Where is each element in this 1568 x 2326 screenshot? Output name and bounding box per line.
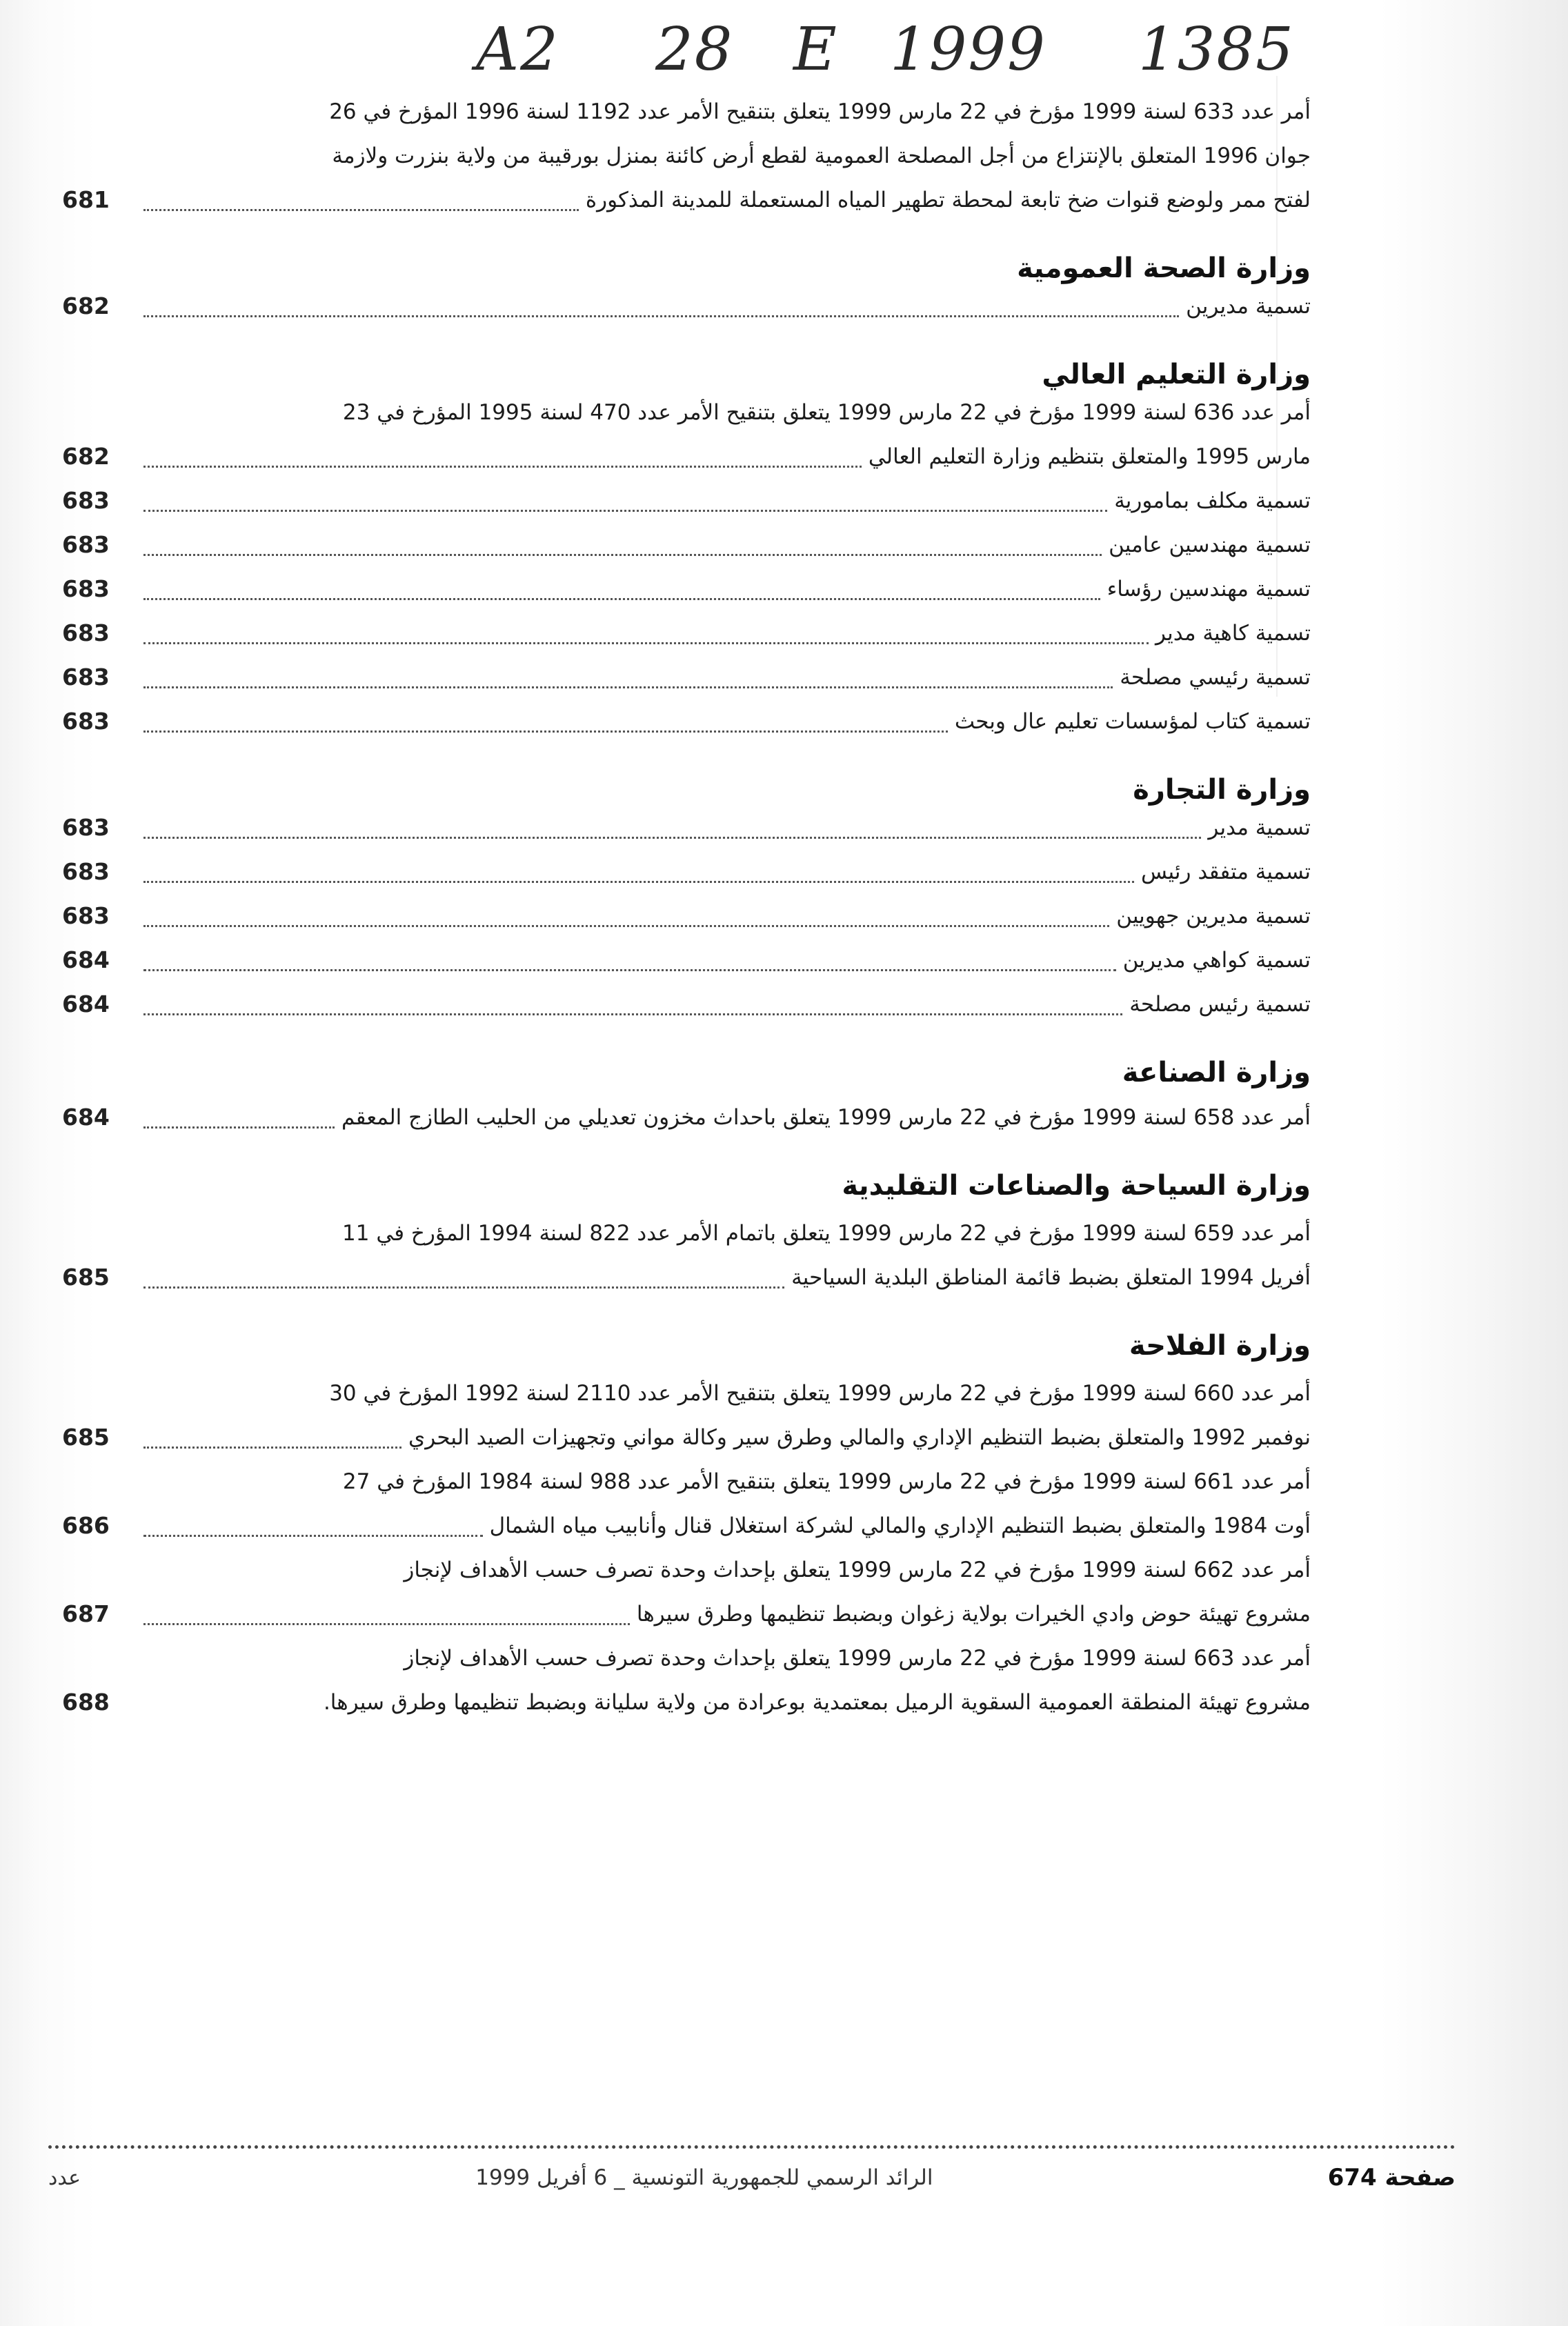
handwriting-letter: E	[793, 15, 838, 84]
dot-leader	[143, 642, 1149, 644]
toc-item	[62, 611, 1311, 655]
dot-leader	[143, 881, 1134, 883]
page-ref: 683	[62, 664, 110, 690]
dot-leader	[143, 969, 1116, 971]
toc-item	[62, 850, 1311, 894]
page-ref: 684	[62, 991, 110, 1017]
entry-line: أمر عدد 658 لسنة 1999 مؤرخ في 22 مارس 1999 يتعلق باحداث مخزون تعديلي من الحليب الطازج المعقم	[341, 1105, 1311, 1130]
toc-item	[62, 982, 1311, 1026]
dot-leader	[143, 686, 1113, 688]
item-label: تسمية مديرين	[1186, 294, 1311, 319]
dot-leader	[143, 730, 948, 733]
page-ref: 686	[62, 1512, 110, 1539]
item-label: تسمية مهندسين عامين	[1109, 533, 1311, 557]
page-ref: 682	[62, 443, 110, 470]
entry-line: أمر عدد 636 لسنة 1999 مؤرخ في 22 مارس 1999 يتعلق بتنقيح الأمر عدد 470 لسنة 1995 المؤرخ في 23	[342, 400, 1311, 425]
entry-line: مشروع تهيئة حوض وادي الخيرات بولاية زغوان وبضبط تنظيمها وطرق سيرها	[636, 1602, 1311, 1627]
toc-entry-decree-658	[62, 1095, 1311, 1140]
page-footer	[48, 2145, 1456, 2191]
dot-leader	[143, 315, 1179, 317]
section-title-agriculture: وزارة الفلاحة	[1129, 1330, 1311, 1362]
journal-title: الرائد الرسمي للجمهورية التونسية _ 6 أفريل 1999	[475, 2165, 933, 2190]
toc-item	[62, 806, 1311, 850]
entry-line: أفريل 1994 المتعلق بضبط قائمة المناطق البلدية السياحية	[791, 1265, 1311, 1290]
dot-leader	[143, 554, 1102, 556]
toc-entry-decree-636	[62, 390, 1311, 479]
toc-item	[62, 567, 1311, 611]
dot-leader	[143, 925, 1109, 927]
page-ref: 683	[62, 902, 110, 929]
page-ref: 684	[62, 946, 110, 973]
handwriting-ref: A2	[476, 15, 559, 84]
item-label: تسمية مكلف بمامورية	[1114, 488, 1311, 513]
dot-leader	[143, 1013, 1122, 1015]
dot-leader	[143, 1286, 784, 1289]
entry-line: أمر عدد 661 لسنة 1999 مؤرخ في 22 مارس 1999 يتعلق بتنقيح الأمر عدد 988 لسنة 1984 المؤرخ في 27	[342, 1469, 1311, 1494]
dot-leader	[143, 1535, 483, 1537]
page-ref: 683	[62, 814, 110, 841]
toc-item	[62, 523, 1311, 567]
footer-divider	[48, 2145, 1456, 2149]
item-label: تسمية كاهية مدير	[1155, 621, 1311, 646]
item-label: تسمية متفقد رئيس	[1141, 859, 1311, 884]
dot-leader	[143, 510, 1107, 512]
toc-item	[62, 479, 1311, 523]
page-ref: 681	[62, 186, 110, 213]
section-title-tourism: وزارة السياحة والصناعات التقليدية	[842, 1170, 1311, 1202]
entry-line: لفتح ممر ولوضع قنوات ضخ تابعة لمحطة تطهير المياه المستعملة للمدينة المذكورة	[585, 188, 1311, 212]
handwriting-year: 1999	[890, 15, 1046, 84]
section-title-commerce: وزارة التجارة	[1133, 774, 1311, 806]
dot-leader	[143, 598, 1100, 600]
dot-leader	[143, 466, 862, 468]
page-ref: 683	[62, 619, 110, 646]
dot-leader	[143, 1447, 401, 1449]
toc-item	[62, 894, 1311, 938]
toc-entry-decree-633	[62, 90, 1311, 222]
section-title-higher-education: وزارة التعليم العالي	[1042, 359, 1311, 390]
page-ref: 685	[62, 1424, 110, 1451]
item-label: تسمية كواهي مديرين	[1122, 948, 1311, 973]
entry-line: نوفمبر 1992 والمتعلق بضبط التنظيم الإداري والمالي وطرق سير وكالة مواني وتجهيزات الصيد البحري	[408, 1425, 1311, 1450]
toc-entry-decree-659	[62, 1211, 1311, 1300]
toc-entry-decree-663	[62, 1636, 1311, 1724]
entry-line: أمر عدد 662 لسنة 1999 مؤرخ في 22 مارس 1999 يتعلق بإحداث وحدة تصرف حسب الأهداف لإنجاز	[404, 1558, 1311, 1582]
dot-leader	[143, 837, 1201, 839]
entry-line: أمر عدد 633 لسنة 1999 مؤرخ في 22 مارس 1999 يتعلق بتنقيح الأمر عدد 1192 لسنة 1996 المؤرخ في 26	[329, 99, 1311, 124]
item-label: تسمية رئيس مصلحة	[1129, 992, 1311, 1017]
item-label: تسمية مهندسين رؤساء	[1106, 577, 1311, 602]
toc-entry-decree-660	[62, 1371, 1311, 1460]
page-ref: 683	[62, 858, 110, 885]
toc-entry-decree-662	[62, 1548, 1311, 1636]
page-ref: 683	[62, 708, 110, 735]
entry-line: مشروع تهيئة المنطقة العمومية السقوية الرميل بمعتمدية بوعرادة من ولاية سليانة وبضبط تنظيمها وطرق سيرها.	[323, 1690, 1311, 1715]
item-label: تسمية مدير	[1208, 815, 1311, 840]
toc-item	[62, 938, 1311, 982]
page-ref: 682	[62, 292, 110, 319]
entry-line: جوان 1996 المتعلق بالإنتزاع من أجل المصلحة العمومية لقطع أرض كائنة بمنزل بورقيبة من ولاية بنزرت ولازمة	[332, 143, 1311, 168]
section-title-industry: وزارة الصناعة	[1122, 1057, 1311, 1089]
page-ref: 683	[62, 487, 110, 514]
page-ref: 685	[62, 1264, 110, 1291]
entry-line: أوت 1984 والمتعلق بضبط التنظيم الإداري والمالي لشركة استغلال قنال وأنابيب مياه الشمال	[489, 1513, 1311, 1538]
handwriting-day: 28	[655, 15, 734, 84]
toc-item	[62, 284, 1311, 328]
dot-leader	[143, 209, 579, 211]
item-label: تسمية رئيسي مصلحة	[1120, 665, 1311, 690]
entry-line: مارس 1995 والمتعلق بتنظيم وزارة التعليم العالي	[868, 444, 1311, 469]
page-ref: 683	[62, 575, 110, 602]
page-ref: 688	[62, 1689, 110, 1716]
page-ref: 683	[62, 531, 110, 558]
handwritten-annotation	[448, 15, 1318, 91]
entry-line: أمر عدد 663 لسنة 1999 مؤرخ في 22 مارس 1999 يتعلق بإحداث وحدة تصرف حسب الأهداف لإنجاز	[404, 1646, 1311, 1671]
toc-item	[62, 655, 1311, 699]
dot-leader	[143, 1623, 630, 1625]
section-title-health: وزارة الصحة العمومية	[1017, 252, 1311, 284]
page-number: صفحة 674	[1327, 2164, 1456, 2191]
item-label: تسمية كتاب لمؤسسات تعليم عال وبحث	[954, 709, 1311, 734]
toc-entry-decree-661	[62, 1460, 1311, 1548]
page-ref: 684	[62, 1104, 110, 1131]
entry-line: أمر عدد 659 لسنة 1999 مؤرخ في 22 مارس 1999 يتعلق باتمام الأمر عدد 822 لسنة 1994 المؤرخ في 11	[342, 1221, 1311, 1246]
handwriting-number: 1385	[1138, 15, 1295, 84]
item-label: تسمية مديرين جهويين	[1116, 904, 1311, 928]
toc-item	[62, 699, 1311, 744]
page-ref: 687	[62, 1600, 110, 1627]
table-of-contents	[62, 90, 1311, 1724]
dot-leader	[143, 1126, 335, 1129]
issue-label-cut: عدد	[48, 2165, 81, 2190]
entry-line: أمر عدد 660 لسنة 1999 مؤرخ في 22 مارس 1999 يتعلق بتنقيح الأمر عدد 2110 لسنة 1992 المؤرخ في 30	[329, 1381, 1311, 1406]
